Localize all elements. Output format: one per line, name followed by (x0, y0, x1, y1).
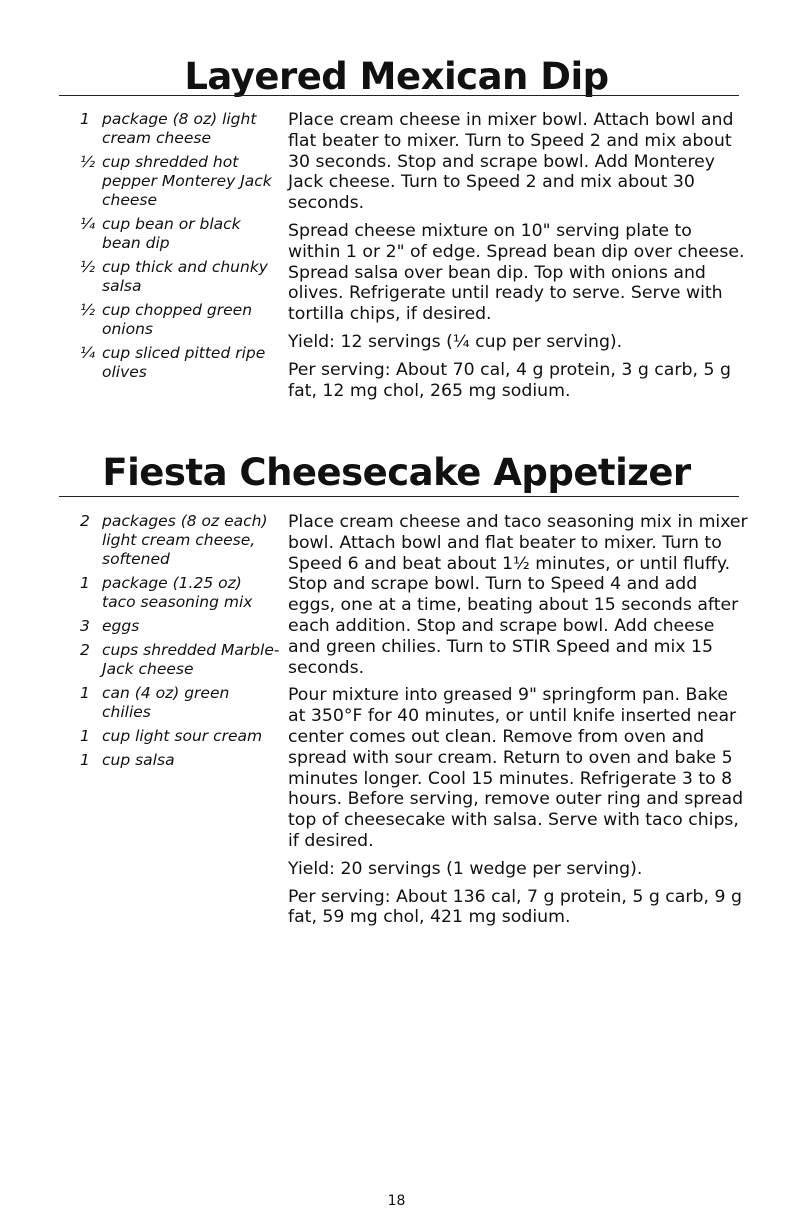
ingredient-quantity: 3 (80, 617, 90, 635)
method-step: Place cream cheese and taco seasoning mix in mixer bowl. Attach bowl and flat beater to mixer. Turn to Speed 6 and beat about 1½ minutes, or until fluffy. Stop and scrape bowl. Turn to Speed 4 and add eggs, one at a time, beating about 15 seconds after each addition. Stop and scrape bowl. Add cheese and green chilies. Turn to STIR Speed and mix 15 seconds. (288, 512, 748, 678)
ingredient-quantity: 1 (80, 727, 90, 745)
ingredient-item (80, 110, 280, 148)
yield-text: Yield: 12 servings (¼ cup per serving). (288, 331, 623, 352)
ingredient-quantity: ½ (80, 258, 96, 276)
recipe-fiesta-cheesecake-appetizer (0, 451, 793, 928)
ingredient-text: cup salsa (102, 751, 175, 769)
ingredient-text: cup bean or black bean dip (102, 215, 241, 252)
ingredient-quantity: ¼ (80, 215, 96, 233)
ingredient-text: cup light sour cream (102, 727, 263, 745)
title-divider (59, 496, 739, 497)
ingredient-list (80, 110, 280, 387)
ingredient-quantity: 1 (80, 684, 90, 702)
ingredient-item (80, 344, 280, 382)
method-text (288, 110, 748, 408)
ingredient-quantity: 1 (80, 110, 90, 128)
ingredient-quantity: ½ (80, 301, 96, 319)
ingredient-text: cup shredded hot pepper Monterey Jack cheese (102, 153, 272, 209)
ingredient-text: cup sliced pitted ripe olives (102, 344, 266, 381)
ingredient-text: can (4 oz) green chilies (102, 684, 230, 721)
title-divider (59, 95, 739, 96)
ingredient-item (80, 617, 280, 636)
method-text (288, 512, 748, 935)
ingredient-item (80, 727, 280, 746)
ingredient-item (80, 574, 280, 612)
ingredient-text: package (8 oz) light cream cheese (102, 110, 257, 147)
ingredient-quantity: 2 (80, 641, 90, 659)
ingredient-quantity: ¼ (80, 344, 96, 362)
ingredient-quantity: 1 (80, 751, 90, 769)
ingredient-text: cups shredded Marble-Jack cheese (102, 641, 280, 678)
ingredient-item (80, 751, 280, 770)
ingredient-text: package (1.25 oz) taco seasoning mix (102, 574, 253, 611)
ingredient-item (80, 301, 280, 339)
ingredient-quantity: ½ (80, 153, 96, 171)
ingredient-item (80, 153, 280, 210)
page-number: 18 (387, 1193, 406, 1209)
method-step: Place cream cheese in mixer bowl. Attach bowl and flat beater to mixer. Turn to Speed 2 and mix about 30 seconds. Stop and scrape bowl. Add Monterey Jack cheese. Turn to Speed 2 and mix about 30 seconds. (288, 110, 734, 214)
recipe-title: Fiesta Cheesecake Appetizer (102, 451, 691, 494)
method-step: Pour mixture into greased 9" springform pan. Bake at 350°F for 40 minutes, or until knife inserted near center comes out clean. Remove from oven and spread with sour cream. Return to oven and bake 5 minutes longer. Cool 15 minutes. Refrigerate 3 to 8 hours. Before serving, remove outer ring and spread top of cheesecake with salsa. Serve with taco chips, if desired. (288, 685, 744, 851)
ingredient-text: cup thick and chunky salsa (102, 258, 268, 295)
method-step: Spread cheese mixture on 10" serving plate to within 1 or 2" of edge. Spread bean dip over cheese. Spread salsa over bean dip. Top with onions and olives. Refrigerate until ready to serve. Serve with tortilla chips, if desired. (288, 220, 745, 325)
ingredient-text: cup chopped green onions (102, 301, 253, 338)
ingredient-quantity: 2 (80, 512, 90, 530)
recipe-title: Layered Mexican Dip (184, 55, 609, 98)
ingredient-item (80, 512, 280, 569)
ingredient-list (80, 512, 280, 775)
ingredient-text: eggs (102, 617, 140, 635)
ingredient-item (80, 215, 280, 253)
ingredient-item (80, 641, 280, 679)
nutrition-text: Per serving: About 70 cal, 4 g protein, 3 g carb, 5 g fat, 12 mg chol, 265 mg sodium. (288, 359, 731, 401)
yield-text: Yield: 20 servings (1 wedge per serving). (288, 858, 643, 879)
ingredient-quantity: 1 (80, 574, 90, 592)
recipe-layered-mexican-dip (0, 55, 793, 401)
ingredient-item (80, 258, 280, 296)
nutrition-text: Per serving: About 136 cal, 7 g protein, 5 g carb, 9 g fat, 59 mg chol, 421 mg sodium. (288, 886, 742, 928)
ingredient-text: packages (8 oz each) light cream cheese, softened (102, 512, 268, 568)
ingredient-item (80, 684, 280, 722)
